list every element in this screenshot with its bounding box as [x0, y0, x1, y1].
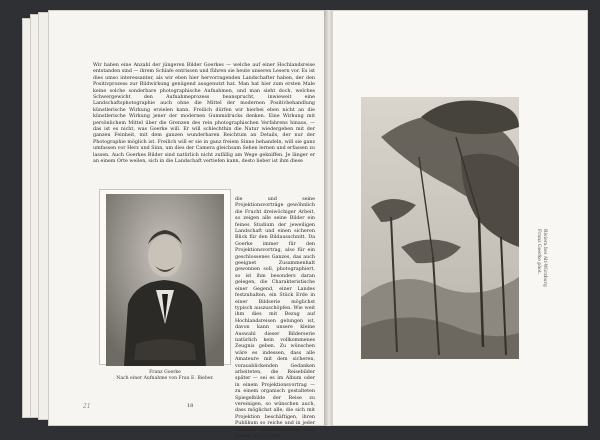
body-text-column: die und seine Projektionsvorträge gewöhnlich die Frucht dreiwöchiger Arbeit, so zeigen alle seine Bilder ein feines Studium der jeweiligen Landschaft und einen sicheren Blick für den Bildausschnitt. Da Goerke immer für den Projektionsvortrag, also für ein geschlossenes Ganzes, das auch geeignet Zusammenhalt gewonnen soll, photographiert, so ist ihm besonders daran gelegen, die Charakteristische einer Gegend, einer Landes festzuhalten, ein Stück Erde in einer Bildserie möglichst typisch auszuschöpfen. Wie weit ihm dies mit Bezug auf Hochlandsreisen gelungen ist, davon kann unsere kleine Auswahl dieser Bilderserie natürlich kein vollkommenes Zeugnis geben. Zu wünschen wäre es indessen, dass alle Amateure mit dem sicheren, vorausblickenden Gedanken arbeiteten, die Reisebilder später — sei es im Album oder in einem Projektionsvortrag — zu einem organisch gestalteten Spiegelbilde der Reise zu vereinigen, so wünschen auch, dass möglichst alle, die sich mit Projektion beschäftigen, ihren Publikum so reiche und in jeder Hinsicht wohlvorbereitete Kost bieten, wie Goerke.	[235, 197, 315, 440]
caption-name: Franz Goerke	[149, 370, 181, 375]
landscape-photo	[361, 97, 519, 359]
page-number: 18	[187, 403, 194, 409]
plate-caption	[535, 229, 547, 287]
body-text: Wir haben eine Anzahl der jüngeren Bilder Goerkes — welche auf einer Hochlandsreise entstanden sind — ihrem Schlafe entrissen und führen sie heute unseren Lesern vor. Es ist dies umso interessanter, als wir eben hier hervorragenden Landschafter haben, der den Positivprozess zur Bildwirkung genügend ausgenutzt hat. Man hat hier zum ersten Male keine solche sonderbare photographische Aufnahmen, und man sieht doch, welches Schwergewicht den Aufnahmeprozess beansprucht, inwieweit eine Landschaftsphotographie auch ohne die Mittel der modernen Positivbehandlung künstlerische Wirkung erzielen kann. Freilich dürfen wir hierbei eben nicht an die künstlerische Wirkung jener der modernen Gummidrucks denken. Eine Wirkung mit persönlichem Mittel über die Grenzen des rein photographischen Verfahrens hinaus, — das ist es nicht, was Goerke will. Er will schlechthin die Natur wiedergeben mit der ganzen Feinheit, mit dem ganzen wunderbaren Reichtum an Details, der nur der Photographie möglich ist. Freilich will er sie in ganz freiem Sinne behandeln, will sie ganz umfassen vor Herz und Sinn, um dies der Camera gleichsam Sehen lernen und erfassen zu lassen. Auch Goerkes Bilder sind natürlich nicht zufällig am Wege gekniffen. Je länger er an einem Orte weilen, sich in die Landschaft vertiefen kann, desto lieber ist ihm diese	[93, 63, 315, 165]
portrait-figure	[99, 189, 231, 381]
right-page	[332, 10, 588, 426]
caption-credit: Nach einer Aufnahme von Frau E. Bieber.	[116, 376, 214, 381]
plate-title: Riviera bei Alt-Würzburg	[542, 229, 547, 287]
pencil-annotation: 21	[83, 403, 91, 410]
plate-credit: Franz Goerke phot.	[536, 229, 541, 275]
photo-plate	[361, 97, 519, 359]
left-page	[48, 10, 328, 440]
portrait-photo	[106, 194, 224, 366]
open-book	[18, 10, 586, 440]
portrait-caption	[100, 370, 230, 382]
